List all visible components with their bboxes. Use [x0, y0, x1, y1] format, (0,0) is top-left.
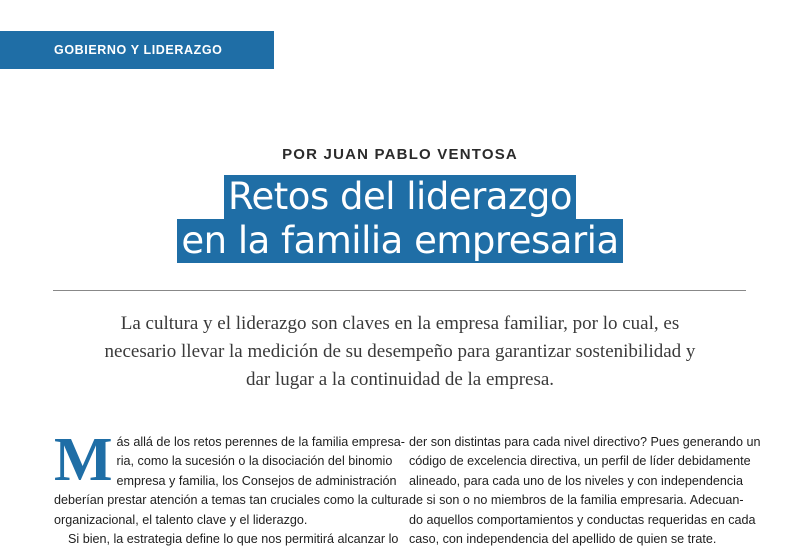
title-line-2: en la familia empresaria	[177, 219, 622, 263]
title-line-1: Retos del liderazgo	[224, 175, 576, 219]
section-label: GOBIERNO Y LIDERAZGO	[0, 31, 274, 69]
body-line: do aquellos comportamientos y conductas requeridas en cada	[409, 512, 756, 527]
body-line: de si son o no miembros de la familia empresaria. Adecuan-	[409, 493, 744, 508]
body-line: deberían prestar atención a temas tan cruciales como la cultura	[54, 493, 409, 508]
body-column-left	[54, 426, 409, 549]
body-column-right	[409, 433, 761, 549]
divider	[53, 290, 746, 291]
article-byline: POR JUAN PABLO VENTOSA	[282, 146, 518, 163]
drop-cap: M	[54, 426, 113, 494]
body-line: alineado, para cada uno de los niveles y con independencia	[409, 473, 743, 488]
body-line: organizacional, el talento clave y el liderazgo.	[54, 512, 308, 527]
body-line: der son distintas para cada nivel directivo? Pues generando un	[409, 435, 761, 449]
body-line: empresa y familia, los Consejos de administración	[116, 473, 397, 488]
article-lead: La cultura y el liderazgo son claves en la empresa familiar, por lo cual, es necesario llevar la medición de su desempeño para garantizar sostenibilidad y dar lugar a la continuidad de la empresa.	[104, 313, 696, 390]
body-line: caso, con independencia del apellido de quien se trate.	[409, 532, 717, 547]
body-line: ás allá de los retos perennes de la familia empresa-	[116, 435, 405, 449]
article-title	[0, 175, 800, 263]
body-line: código de excelencia directiva, un perfil de líder debidamente	[409, 454, 751, 469]
body-line: Si bien, la estrategia define lo que nos permitirá alcanzar lo	[68, 532, 399, 547]
body-line: ria, como la sucesión o la disociación del binomio	[116, 454, 393, 469]
